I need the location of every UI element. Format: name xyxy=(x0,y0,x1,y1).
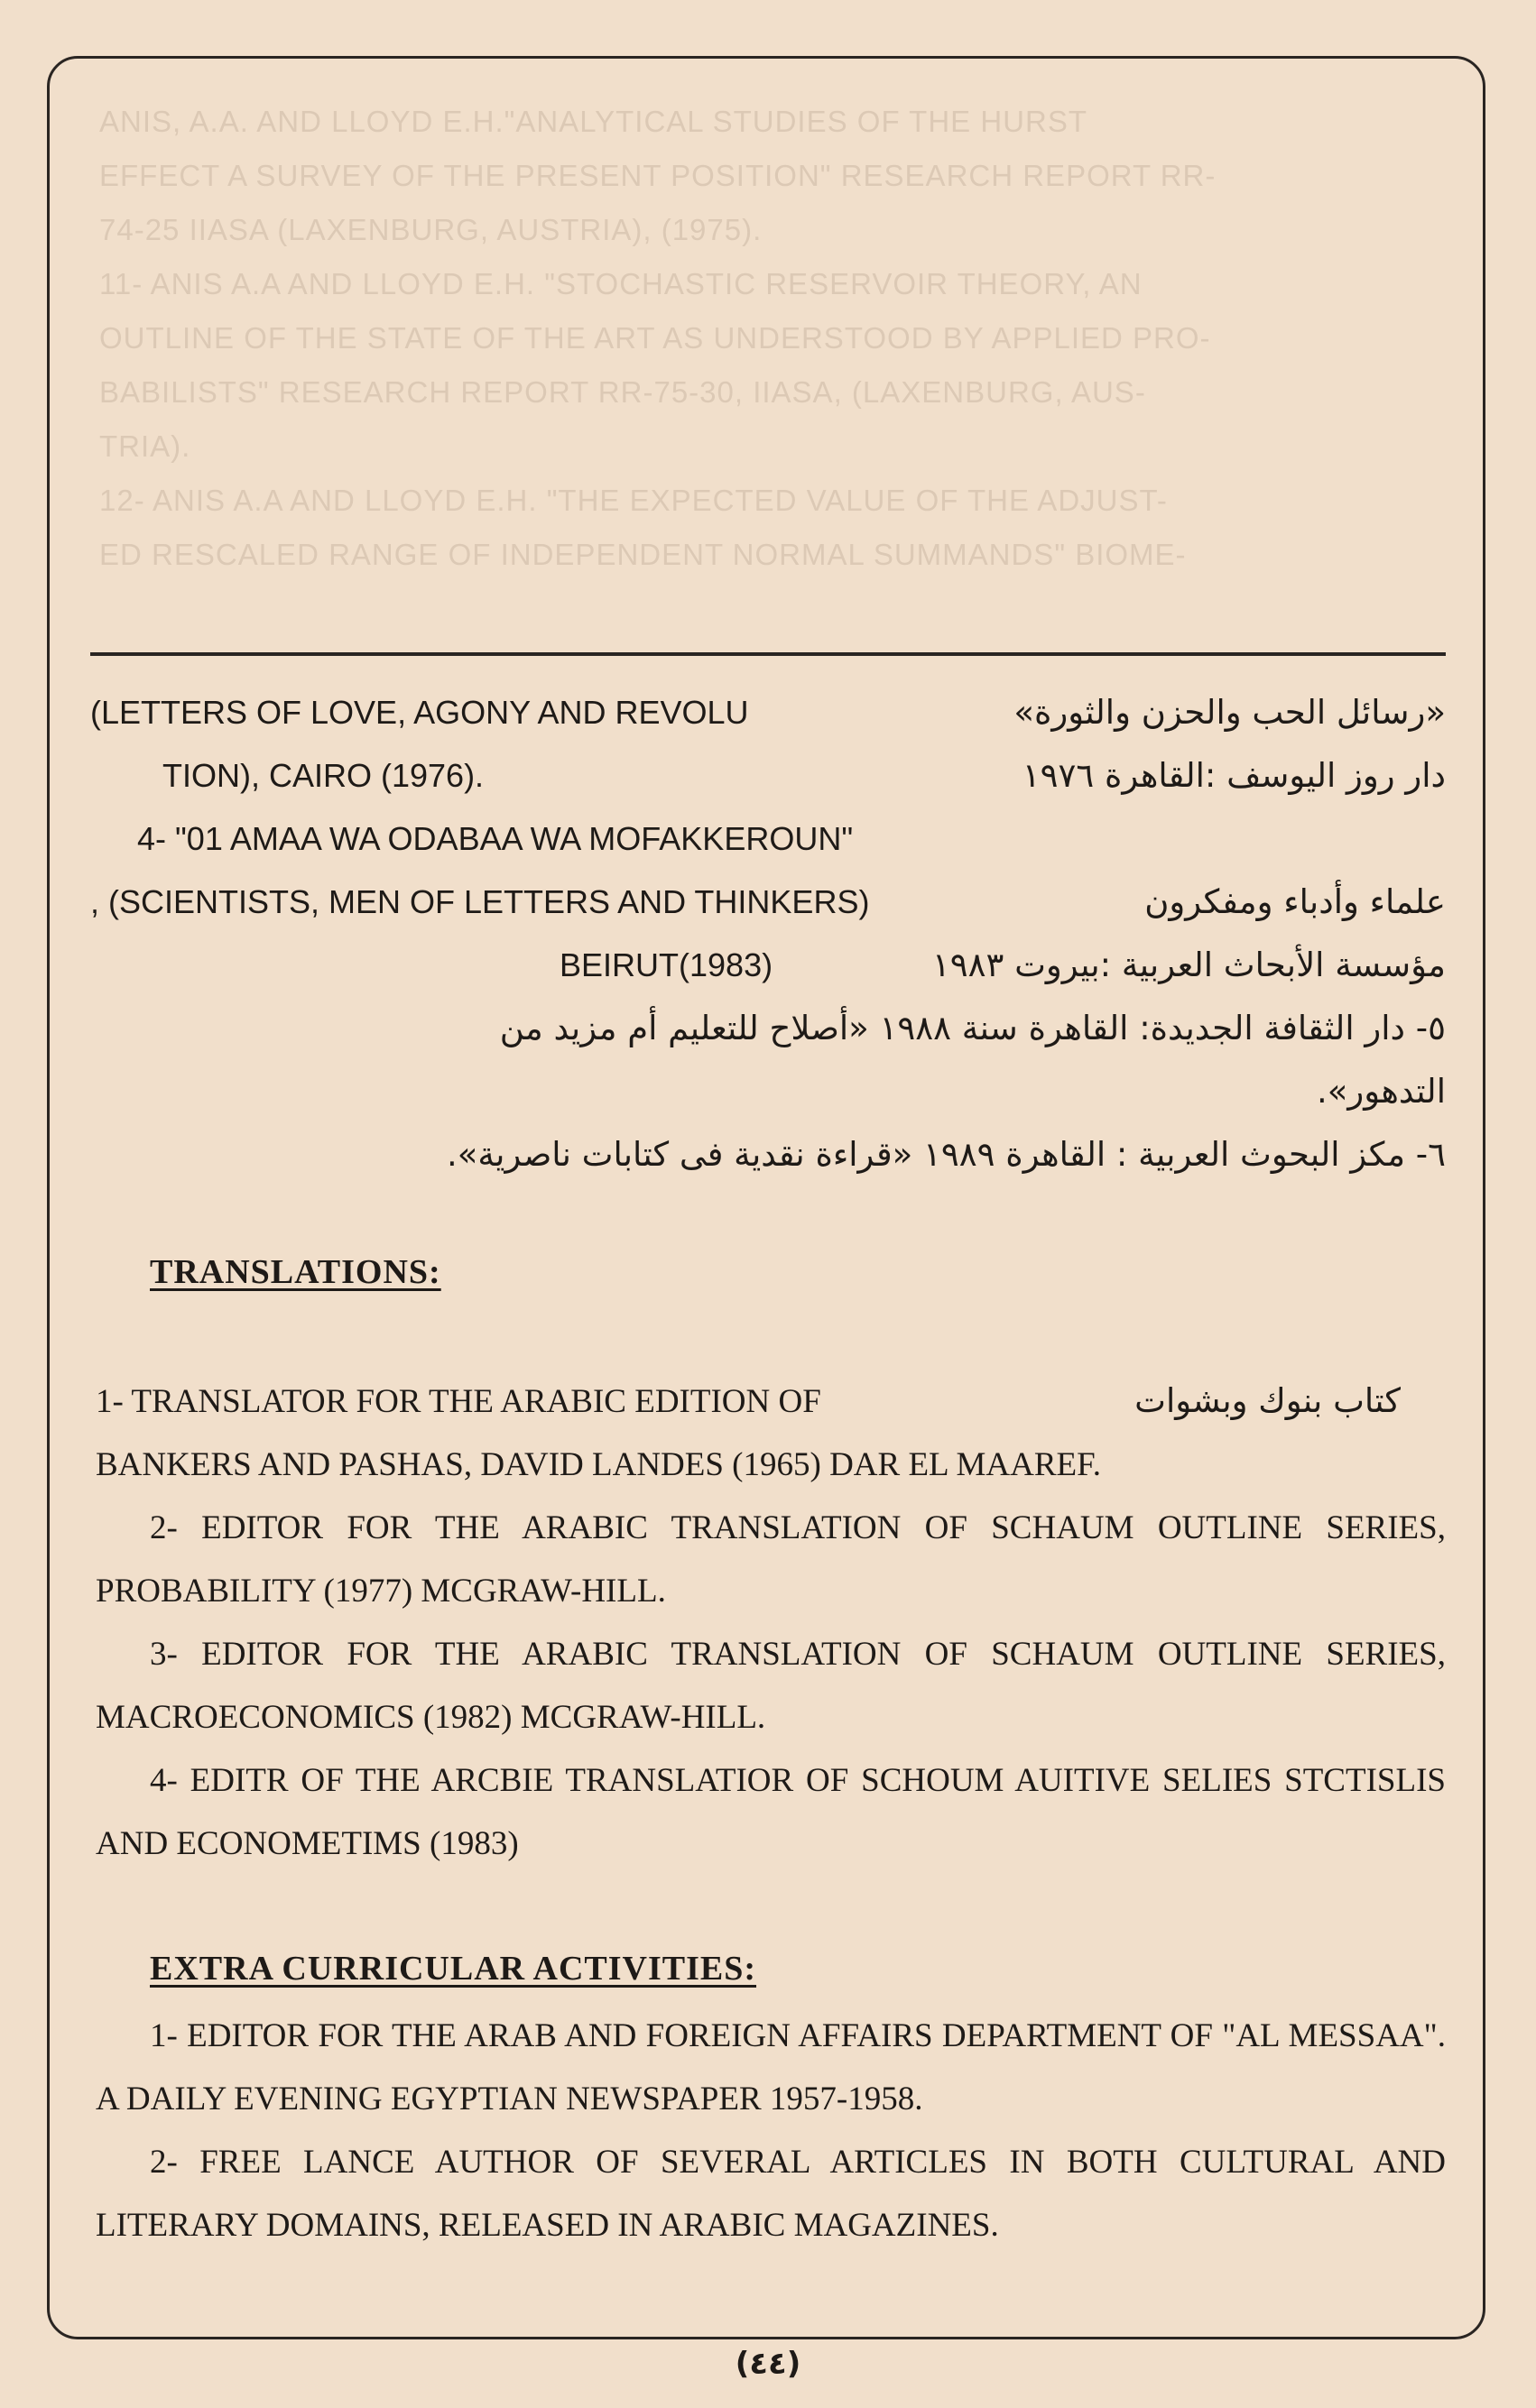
publication-4-title xyxy=(90,807,1446,871)
ghost-line: TRIA). xyxy=(99,429,191,463)
publication-4-line-2 xyxy=(90,934,1446,997)
extra-activity-1: 1- EDITOR FOR THE ARAB AND FOREIGN AFFAIRS DEPARTMENT OF "AL MESSAA". A DAILY EVENING EGYPTIAN NEWSPAPER 1957-1958. xyxy=(96,2017,1446,2117)
translation-1-cont: BANKERS AND PASHAS, DAVID LANDES (1965) DAR EL MAAREF. xyxy=(96,1446,1102,1483)
publication-4-city: BEIRUT(1983) xyxy=(560,946,773,983)
translations-list xyxy=(96,1370,1446,1876)
publication-3-arabic: «رسائل الحب والحزن والثورة» xyxy=(1013,693,1446,732)
translation-1-arabic: كتاب بنوك وبشوات xyxy=(1134,1381,1401,1420)
publication-4-publisher: مؤسسة الأبحاث العربية :بيروت ١٩٨٣ xyxy=(931,946,1446,984)
translation-3: 3- EDITOR FOR THE ARABIC TRANSLATION OF SCHAUM OUTLINE SERIES, MACROECONOMICS (1982) MCGRAW-HILL. xyxy=(96,1636,1446,1736)
publication-4-title-text: 4- "01 AMAA WA ODABAA WA MOFAKKEROUN" xyxy=(137,820,854,857)
extra-activities-heading: EXTRA CURRICULAR ACTIVITIES: xyxy=(150,1950,757,1988)
divider-rule xyxy=(90,652,1446,656)
ghost-line: 11- ANIS A.A AND LLOYD E.H. "STOCHASTIC RESERVOIR THEORY, AN xyxy=(99,267,1143,300)
extra-activities-list xyxy=(96,2005,1446,2257)
show-through-text xyxy=(99,95,1435,582)
page-number: (٤٤) xyxy=(735,2346,801,2382)
translations-heading: TRANSLATIONS: xyxy=(150,1253,441,1291)
publications-list xyxy=(90,681,1446,1186)
publication-3-arabic-cont: دار روز اليوسف :القاهرة ١٩٧٦ xyxy=(1022,756,1446,795)
ghost-line: BABILISTS" RESEARCH REPORT RR-75-30, IIASA, (LAXENBURG, AUS- xyxy=(99,375,1146,409)
publication-5-line-2: التدهور». xyxy=(1316,1072,1446,1111)
ghost-line: ED RESCALED RANGE OF INDEPENDENT NORMAL SUMMANDS" BIOME- xyxy=(99,538,1187,571)
translation-1-english: 1- TRANSLATOR FOR THE ARABIC EDITION OF xyxy=(96,1383,821,1420)
ghost-line: OUTLINE OF THE STATE OF THE ART AS UNDERSTOOD BY APPLIED PRO- xyxy=(99,321,1211,355)
publication-3-line-2 xyxy=(90,744,1446,807)
ghost-line: 12- ANIS A.A AND LLOYD E.H. "THE EXPECTED VALUE OF THE ADJUST- xyxy=(99,484,1168,517)
publication-3-line-1 xyxy=(90,681,1446,744)
translation-2: 2- EDITOR FOR THE ARABIC TRANSLATION OF SCHAUM OUTLINE SERIES, PROBABILITY (1977) MCGRAW-HILL. xyxy=(96,1509,1446,1610)
publication-6: ٦- مكز البحوث العربية : القاهرة ١٩٨٩ «قراءة نقدية فى كتابات ناصرية». xyxy=(446,1135,1446,1174)
extra-activity-2: 2- FREE LANCE AUTHOR OF SEVERAL ARTICLES IN BOTH CULTURAL AND LITERARY DOMAINS, RELEASED IN ARABIC MAGAZINES. xyxy=(96,2144,1446,2244)
ghost-line: ANIS, A.A. AND LLOYD E.H."ANALYTICAL STUDIES OF THE HURST xyxy=(99,105,1088,138)
publication-3-english: (LETTERS OF LOVE, AGONY AND REVOLU xyxy=(90,694,749,731)
publication-3-english-cont: TION), CAIRO (1976). xyxy=(162,757,485,794)
publication-4-english: , (SCIENTISTS, MEN OF LETTERS AND THINKERS) xyxy=(90,883,870,920)
ghost-line: EFFECT A SURVEY OF THE PRESENT POSITION" RESEARCH REPORT RR- xyxy=(99,159,1217,192)
ghost-line: 74-25 IIASA (LAXENBURG, AUSTRIA), (1975). xyxy=(99,213,763,246)
translation-1-line-1 xyxy=(96,1370,1446,1434)
publication-5-line-1: ٥- دار الثقافة الجديدة: القاهرة سنة ١٩٨٨ «أصلاح للتعليم أم مزيد من xyxy=(499,1009,1446,1047)
publication-4-line-1 xyxy=(90,871,1446,934)
publication-4-arabic: علماء وأدباء ومفكرون xyxy=(1144,882,1446,921)
translation-4: 4- EDITR OF THE ARCBIE TRANSLATIOR OF SCHOUM AUITIVE SELIES STCTISLIS AND ECONOMETIMS (1983) xyxy=(96,1762,1446,1862)
